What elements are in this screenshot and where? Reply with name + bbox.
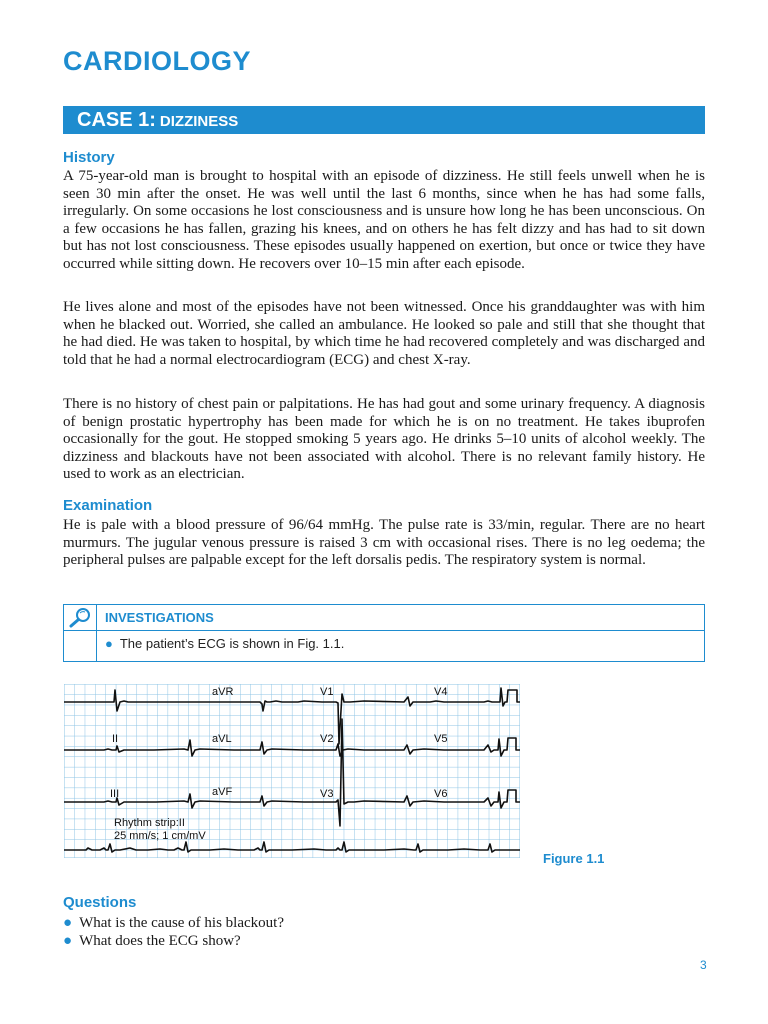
lead-label-avf: aVF (212, 786, 233, 798)
rhythm-strip-label: Rhythm strip:II (114, 817, 185, 829)
lead-label-v2: V2 (320, 733, 334, 745)
history-heading: History (63, 149, 115, 166)
question-item (63, 932, 284, 950)
lead-label-v3: V3 (320, 788, 334, 800)
history-paragraph-1: A 75-year-old man is brought to hospital with an episode of dizziness. He still feels unwell when he is seen 30 min after the onset. He was well until the last 6 months, since when he has had some falls, irregularly. On some occasions he lost consciousness and is unsure how long he has been unconscious. On a few occasions he has fallen, grazing his knees, and on others he has felt dizzy and has had to sit down but has not lost consciousness. These episodes usually happened on exertion, but once or twice they have occurred while sitting down. He recovers over 10–15 min after each episode. (63, 168, 705, 272)
investigation-item-text: The patient’s ECG is shown in Fig. 1.1. (119, 636, 345, 651)
examination-paragraph: He is pale with a blood pressure of 96/64 mmHg. The pulse rate is 33/min, regular. There are no heart murmurs. The jugular venous pressure is raised 3 cm with occasional rises. There is no leg oedema; the peripheral pulses are palpable except for the left dorsalis pedis. The respiratory system is normal. (63, 517, 705, 569)
rhythm-strip-settings: 25 mm/s; 1 cm/mV (114, 830, 206, 842)
investigations-header (64, 605, 704, 631)
lead-label-v1: V1 (320, 686, 334, 698)
ecg-chart (64, 684, 520, 858)
bullet-icon: ● (63, 915, 73, 931)
bullet-icon: ● (63, 933, 73, 949)
lead-label-v4: V4 (434, 686, 448, 698)
lead-label-avl: aVL (212, 733, 232, 745)
ecg-figure (64, 684, 520, 863)
lead-label-v5: V5 (434, 733, 448, 745)
figure-caption: Figure 1.1 (543, 851, 605, 866)
case-title: DIZZINESS (159, 113, 239, 130)
questions-list (63, 914, 284, 950)
bullet-icon: ● (105, 636, 113, 651)
investigations-divider (96, 605, 97, 661)
lead-label-v6: V6 (434, 788, 448, 800)
lead-label-avr: aVR (212, 686, 234, 698)
lead-label-iii: III (110, 788, 120, 800)
question-text: What is the cause of his blackout? (79, 915, 284, 931)
examination-heading: Examination (63, 497, 153, 514)
lead-label-ii: II (112, 733, 119, 745)
history-paragraph-3: There is no history of chest pain or palpitations. He has had gout and some urinary frequency. A diagnosis of benign prostatic hypertrophy has been made for which he is on no treatment. He takes ibuprofen occasionally for the gout. He stopped smoking 5 years ago. He drinks 5–10 units of alcohol weekly. The dizziness and blackouts have not been associated with alcohol. There is no relevant family history. He used to work as an electrician. (63, 396, 705, 483)
question-item (63, 914, 284, 932)
investigations-box (63, 604, 705, 662)
question-text: What does the ECG show? (79, 933, 241, 949)
magnifier-icon (69, 607, 93, 633)
case-number: CASE 1: (77, 109, 156, 131)
investigation-item (105, 636, 344, 651)
case-title-bar (63, 106, 705, 134)
page-number: 3 (700, 958, 707, 972)
questions-heading: Questions (63, 894, 137, 911)
investigations-title: INVESTIGATIONS (105, 610, 214, 625)
chapter-title: CARDIOLOGY (63, 46, 252, 76)
history-paragraph-2: He lives alone and most of the episodes have not been witnessed. Once his granddaughter was with him when he blacked out. Worried, she called an ambulance. He looked so pale and still that she thought that he had died. He was taken to hospital, by which time he had recovered completely and was discharged and told that he had a normal electrocardiogram (ECG) and chest X-ray. (63, 299, 705, 368)
